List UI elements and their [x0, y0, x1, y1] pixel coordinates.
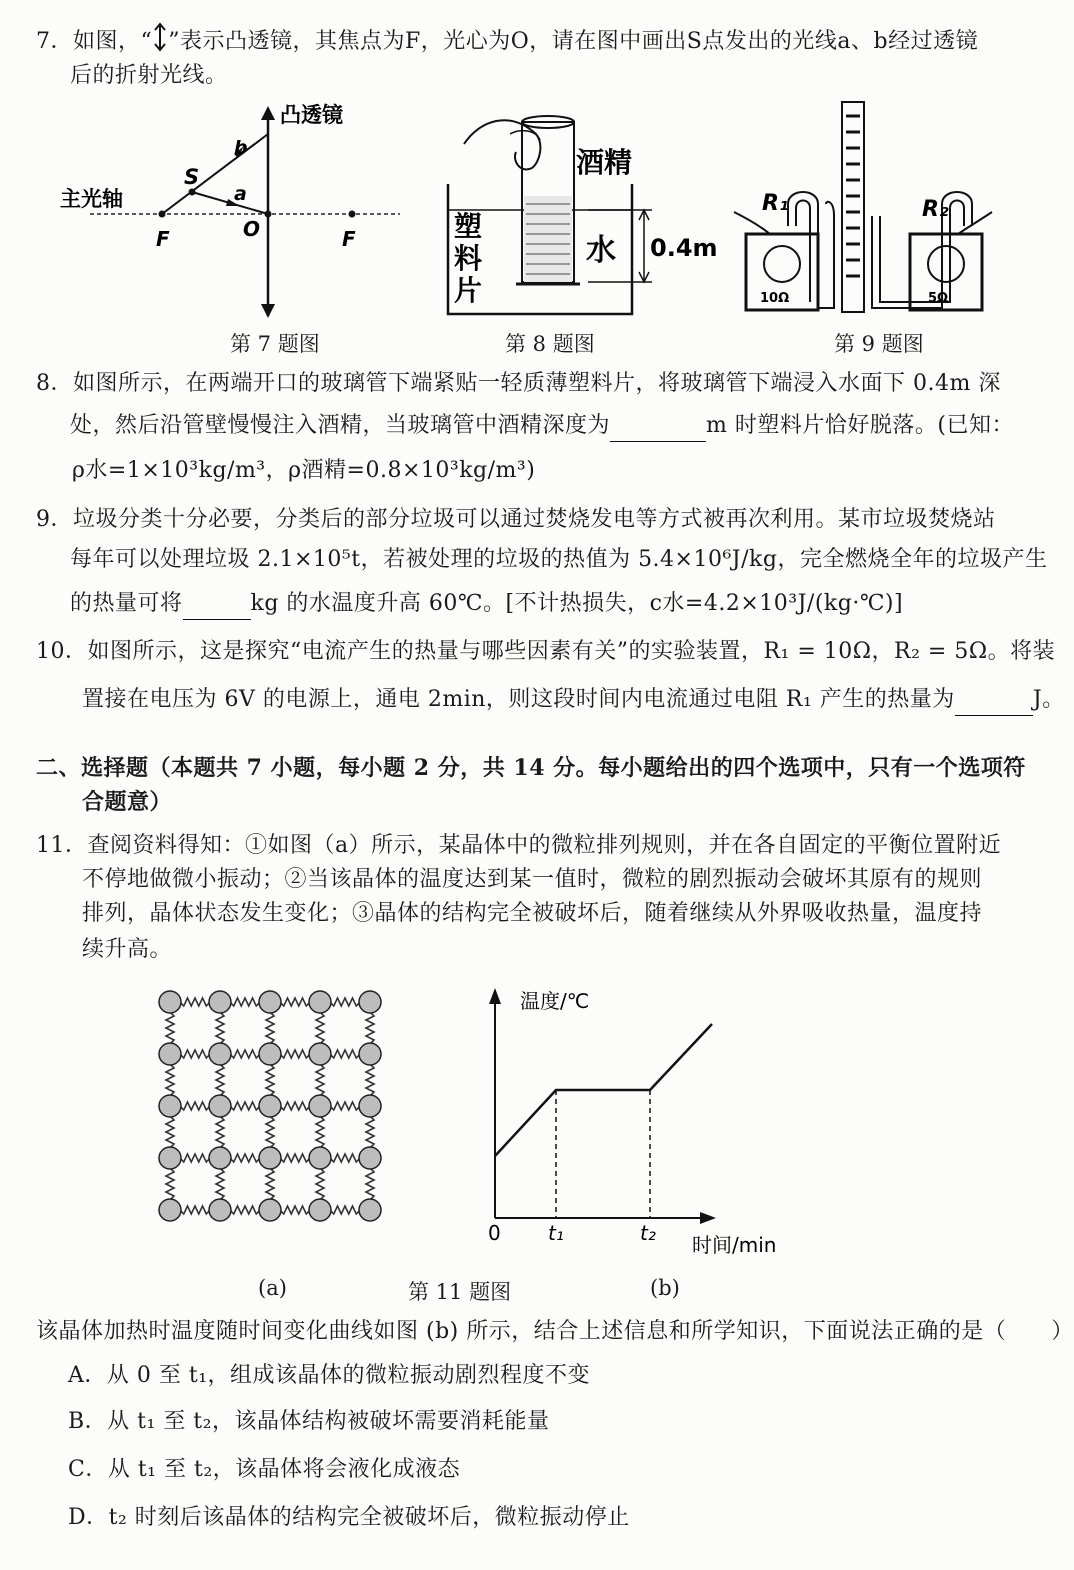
spring-link [330, 1206, 360, 1214]
spring-link [266, 1064, 274, 1096]
q11-option-a[interactable]: A．从 0 至 t₁，组成该晶体的微粒振动剧烈程度不变 [68, 1363, 591, 1388]
point-s [189, 189, 196, 196]
spring-link [366, 1116, 374, 1148]
q8-line3: ρ水=1×10³kg/m³，ρ酒精=0.8×10³kg/m³) [72, 458, 536, 483]
label-s: S [184, 165, 200, 189]
q9-line3: 的热量可将 kg 的水温度升高 60℃。[不计热损失，c水=4.2×10³J/(kg·℃)] [70, 588, 903, 620]
flask-r2 [928, 246, 964, 282]
lattice-particle [159, 1043, 181, 1065]
q11-line4: 续升高。 [82, 937, 173, 962]
q11-line3: 排列，晶体状态发生变化；③晶体的结构完全被破坏后，随着继续从外界吸收热量，温度持 [82, 901, 983, 926]
lattice-particle [159, 1147, 181, 1169]
q7-line2: 后的折射光线。 [70, 63, 228, 88]
spring-link [230, 1102, 260, 1110]
hand-finger-line [510, 131, 540, 140]
label-b: b [234, 137, 248, 159]
alcohol-column [524, 196, 572, 282]
figure-7-lens-diagram [50, 96, 410, 328]
label-plastic-1: 塑 [454, 210, 483, 243]
q11-option-d[interactable]: D．t₂ 时刻后该晶体的结构完全被破坏后，微粒振动停止 [68, 1505, 630, 1530]
lattice-particle [209, 991, 231, 1013]
q9-line1: 9．垃圾分类十分必要，分类后的部分垃圾可以通过焚烧发电等方式被再次利用。某市垃圾焚烧站 [36, 507, 996, 532]
lattice-particle [309, 1095, 331, 1117]
fig11-caption: 第 11 题图 [408, 1280, 512, 1304]
q11-option-c[interactable]: C．从 t₁ 至 t₂，该晶体将会液化成液态 [68, 1457, 461, 1482]
lattice-particle [209, 1147, 231, 1169]
flask-r1 [764, 246, 800, 282]
spring-link [180, 1102, 210, 1110]
label-water: 水 [586, 233, 616, 268]
label-r1: R₁ [762, 191, 789, 216]
lattice-particle [309, 1199, 331, 1221]
lattice-particle [259, 1095, 281, 1117]
x-tick-0: 0 [488, 1221, 501, 1245]
spring-link [316, 1012, 324, 1044]
focus-right-dot [349, 211, 356, 218]
spring-link [280, 1102, 310, 1110]
x-tick-t1: t₁ [548, 1221, 564, 1245]
q11-question: 该晶体加热时温度随时间变化曲线如图 (b) 所示，结合上述信息和所学知识，下面说法正确的是（ ） [36, 1319, 1074, 1344]
lattice-particle [209, 1095, 231, 1117]
label-plastic-3: 片 [454, 274, 483, 307]
ray-b [162, 134, 268, 214]
fig11a-label: (a) [258, 1276, 287, 1300]
center-dot [265, 211, 272, 218]
spring-link [316, 1168, 324, 1200]
spring-link [230, 1154, 260, 1162]
spring-link [366, 1012, 374, 1044]
lattice-particle [259, 1043, 281, 1065]
lattice-particle [259, 1199, 281, 1221]
q11-option-b[interactable]: B．从 t₁ 至 t₂，该晶体结构被破坏需要消耗能量 [68, 1409, 550, 1434]
lattice-particle [259, 1147, 281, 1169]
lens-symbol-icon [152, 22, 168, 62]
figure-9-heating-apparatus [730, 96, 1030, 326]
spring-link [166, 1116, 174, 1148]
lattice-particle [309, 991, 331, 1013]
figure-8-tube-diagram [440, 100, 740, 322]
lattice-particle [159, 1095, 181, 1117]
y-axis-arrow-icon [489, 988, 501, 1004]
q7-line1: 7．如图，“ ”表示凸透镜，其焦点为F，光心为O，请在图中画出S点发出的光线a、b经过透镜 [36, 22, 978, 62]
label-r2: R₂ [922, 197, 949, 222]
spring-link [330, 998, 360, 1006]
x-axis-arrow-icon [700, 1212, 716, 1224]
fig8-caption: 第 8 题图 [505, 332, 595, 356]
spring-link [366, 1064, 374, 1096]
spring-link [280, 1154, 310, 1162]
spring-link [330, 1050, 360, 1058]
q8-line1: 8．如图所示，在两端开口的玻璃管下端紧贴一轻质薄塑料片，将玻璃管下端浸入水面下 0.4m 深 [36, 371, 1001, 396]
section2-line2: 合题意） [82, 789, 173, 815]
spring-link [330, 1154, 360, 1162]
q11-line1: 11．查阅资料得知：①如图（a）所示，某晶体中的微粒排列规则，并在各自固定的平衡位置附近 [36, 833, 1002, 858]
lattice-particle [359, 1095, 381, 1117]
fig7-caption: 第 7 题图 [230, 332, 320, 356]
q10-line2: 置接在电压为 6V 的电源上，通电 2min，则这段时间内电流通过电阻 R₁ 产生的热量为 J。 [82, 684, 1065, 716]
lattice-particle [309, 1147, 331, 1169]
spring-link [266, 1116, 274, 1148]
q10-line1: 10．如图所示，这是探究“电流产生的热量与哪些因素有关”的实验装置，R₁ = 10Ω，R₂ = 5Ω。将装 [36, 639, 1056, 664]
focus-left-dot [159, 211, 166, 218]
q10-answer-blank[interactable] [955, 691, 1033, 716]
spring-link [166, 1012, 174, 1044]
spring-link [216, 1168, 224, 1200]
label-focus-right: F [342, 227, 356, 251]
u-tube-left-inner [796, 201, 810, 303]
spring-link [180, 1206, 210, 1214]
spring-link [166, 1168, 174, 1200]
spring-link [166, 1064, 174, 1096]
fig11b-label: (b) [650, 1276, 680, 1300]
q8-answer-blank[interactable] [610, 417, 706, 442]
ruler-ticks [846, 116, 860, 276]
spring-link [230, 1050, 260, 1058]
lattice-particle [259, 991, 281, 1013]
spring-link [330, 1102, 360, 1110]
spring-link [266, 1012, 274, 1044]
x-tick-t2: t₂ [640, 1221, 656, 1245]
x-axis-label: 时间/min [692, 1233, 777, 1257]
lattice-particle [159, 991, 181, 1013]
figure-11b-temperature-chart [480, 978, 800, 1268]
fig9-caption: 第 9 题图 [834, 332, 924, 356]
hand-icon [464, 120, 540, 169]
figure-11a-crystal-lattice [140, 978, 400, 1248]
spring-link [230, 1206, 260, 1214]
label-depth: 0.4m [650, 234, 718, 262]
lattice-particle [359, 1147, 381, 1169]
label-focus-left: F [156, 227, 170, 251]
spring-link [266, 1168, 274, 1200]
lattice-particle [309, 1043, 331, 1065]
lattice-particle [359, 1043, 381, 1065]
lattice-particle [359, 991, 381, 1013]
axis-label: 主光轴 [60, 187, 123, 211]
label-r1-value: 10Ω [760, 291, 790, 306]
spring-link [280, 998, 310, 1006]
label-alcohol: 酒精 [576, 146, 633, 179]
spring-link [216, 1012, 224, 1044]
spring-link [280, 1206, 310, 1214]
lattice-particle [209, 1043, 231, 1065]
q9-line2: 每年可以处理垃圾 2.1×10⁵t，若被处理的垃圾的热值为 5.4×10⁶J/kg，完全燃烧全年的垃圾产生 [70, 547, 1048, 572]
q9-answer-blank[interactable] [183, 595, 251, 620]
spring-link [230, 998, 260, 1006]
spring-link [216, 1116, 224, 1148]
lattice-particle [359, 1199, 381, 1221]
temperature-curve [495, 1024, 712, 1156]
lens-bottom-arrow-icon [261, 304, 275, 318]
label-plastic-2: 料 [454, 242, 483, 275]
spring-link [316, 1064, 324, 1096]
spring-link [180, 998, 210, 1006]
q11-line2: 不停地做微小振动；②当该晶体的温度达到某一值时，微粒的剧烈振动会破坏其原有的规则 [82, 867, 983, 892]
label-center: O [243, 217, 261, 241]
lens-label: 凸透镜 [280, 103, 343, 127]
spring-link [216, 1064, 224, 1096]
label-a: a [234, 183, 247, 205]
y-axis-label: 温度/℃ [520, 989, 590, 1013]
label-r2-value: 5Ω [928, 291, 949, 306]
spring-link [280, 1050, 310, 1058]
spring-link [180, 1154, 210, 1162]
spring-link [366, 1168, 374, 1200]
spring-link [316, 1116, 324, 1148]
spring-link [180, 1050, 210, 1058]
q8-line2: 处，然后沿管壁慢慢注入酒精，当玻璃管中酒精深度为 m 时塑料片恰好脱落。(已知： [70, 410, 1014, 442]
section2-line1: 二、选择题（本题共 7 小题，每小题 2 分，共 14 分。每小题给出的四个选项中，只有一个选项符 [36, 755, 1026, 781]
lens-top-arrow-icon [261, 106, 275, 120]
lattice-particle [159, 1199, 181, 1221]
lattice-particle [209, 1199, 231, 1221]
